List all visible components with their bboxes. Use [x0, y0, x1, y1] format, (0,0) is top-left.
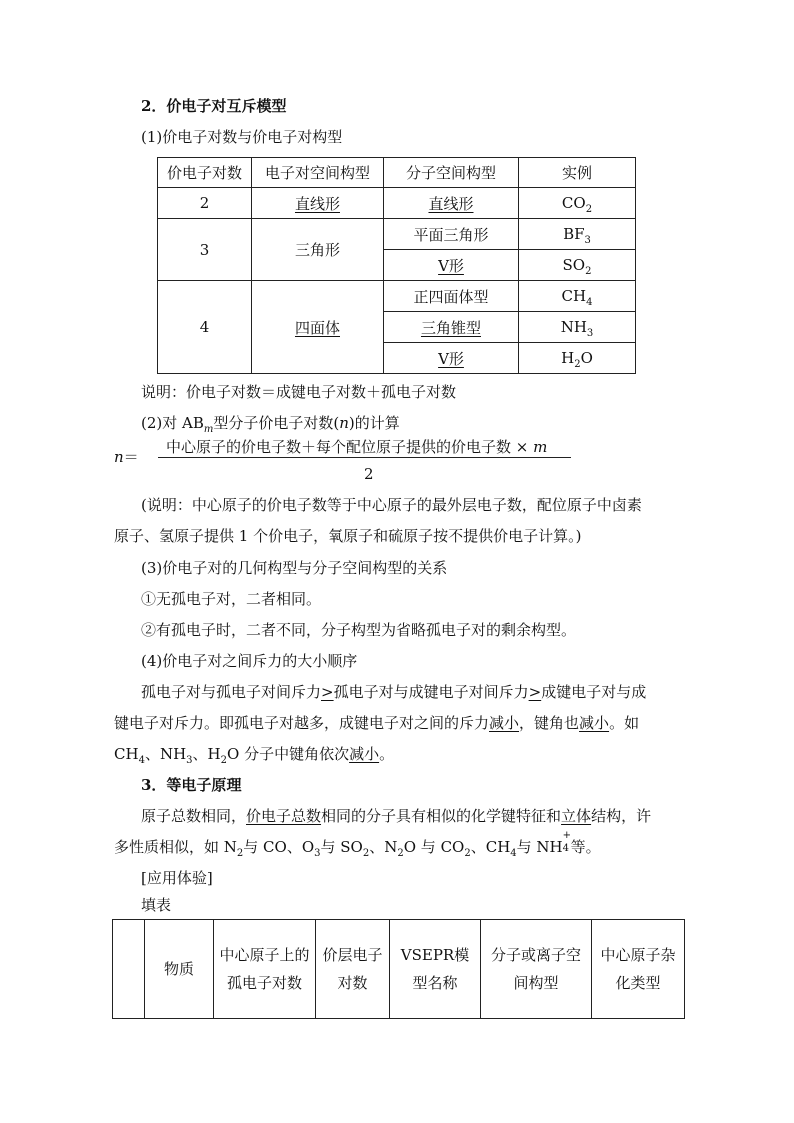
text-span: 与 NH: [516, 838, 563, 856]
formula-text: NH: [560, 318, 587, 336]
subsection-1-title: (1)价电子对数与价电子对构型: [141, 128, 343, 146]
formula-text: CO: [561, 194, 586, 212]
blank-answer: >: [528, 683, 542, 701]
text-span: 结构，许: [591, 807, 652, 825]
text-span: O 与 CO: [403, 838, 465, 856]
molecule-shape-text: V形: [438, 256, 464, 275]
table-header-cell: 价电子对数: [158, 158, 252, 188]
molecule-shape-text: 直线形: [428, 194, 474, 213]
formula-numerator: [166, 437, 547, 457]
example-cell: [519, 219, 636, 250]
text-span: 孤电子对与成键电子对间斥力: [333, 683, 529, 701]
text-span: 、N: [369, 838, 398, 856]
molecule-shape-cell: 正四面体型: [384, 281, 519, 312]
practice-table: [112, 919, 685, 1019]
formula-text: CH: [114, 745, 139, 763]
table-row: [158, 188, 636, 219]
formula-subscript: 2: [236, 848, 244, 859]
note-line-1: (说明：中心原子的价电子数等于中心原子的最外层电子数，配位原子中卤素: [141, 496, 642, 514]
text-span: (2)对 AB: [141, 414, 204, 432]
formula-subscript: 2: [220, 755, 227, 766]
formula-subscript: 3: [314, 848, 321, 859]
formula-text: 、H: [192, 745, 221, 763]
blank-answer: 立体: [561, 807, 592, 825]
text-span: 。如: [609, 714, 640, 732]
table-header-cell: 价层电子对数: [316, 920, 390, 1019]
example-cell: [519, 343, 636, 374]
practice-heading: [应用体验]: [141, 869, 213, 887]
formula-subscript: 3: [584, 235, 591, 246]
table-header-cell: 物质: [145, 920, 214, 1019]
molecule-shape-text: 三角锥型: [420, 318, 481, 337]
pair-shape-text: 四面体: [294, 318, 340, 337]
text-span: 型分子价电子对数(: [213, 414, 340, 432]
pair-count-cell: 3: [158, 219, 252, 281]
formula-subscript: 3: [586, 328, 594, 339]
note-pair-count: 说明：价电子对数＝成键电子对数＋孤电子对数: [141, 383, 457, 401]
text-span: 多性质相似，如 N: [114, 838, 237, 856]
text-span: O 分子中键角依次: [227, 745, 350, 763]
pair-shape-cell: 三角形: [252, 219, 384, 281]
formula-text: 、NH: [144, 745, 187, 763]
text-span: 与 CO、O: [243, 838, 315, 856]
formula-text: BF: [563, 225, 585, 243]
table-header-cell: 分子或离子空间构型: [481, 920, 592, 1019]
note-line-2: 原子、氢原子提供 1 个价电子，氧原子和硫原子按不提供价电子计算。): [114, 527, 582, 545]
table-header-row: [158, 158, 636, 188]
blank-answer: 减小: [489, 714, 520, 732]
table-header-cell: 中心原子杂化类型: [592, 920, 685, 1019]
var-m: m: [533, 438, 548, 456]
blank-answer: 减小: [349, 745, 380, 763]
fraction-bar: [158, 457, 571, 458]
example-cell: [519, 281, 636, 312]
table-header-row: [113, 920, 685, 1019]
table-header-cell: [113, 920, 145, 1019]
formula-subscript: 2: [362, 848, 370, 859]
var-n: n: [114, 448, 124, 466]
formula-subscript: 4: [510, 848, 517, 859]
formula-subscript: 2: [585, 204, 593, 215]
example-cell: [519, 250, 636, 281]
text-span: 键电子对斥力。即孤电子对越多，成键电子对之间的斥力: [114, 714, 490, 732]
text-span: 成键电子对与成: [541, 683, 647, 701]
text-span: 与 SO: [320, 838, 363, 856]
table-header-cell: 电子对空间构型: [252, 158, 384, 188]
table-row: [158, 281, 636, 312]
formula-lhs: [114, 447, 139, 467]
var-n: n: [339, 414, 349, 432]
pair-shape-text: 直线形: [294, 194, 340, 213]
formula-subscript: 4: [586, 297, 593, 308]
section-3-title: 3．等电子原理: [141, 776, 242, 794]
pair-shape-cell: [252, 188, 384, 219]
molecule-shape-cell: [384, 312, 519, 343]
table-header-cell: 中心原子上的孤电子对数: [214, 920, 316, 1019]
formula-text: CH: [561, 287, 587, 305]
text-span: 。: [379, 745, 395, 763]
formula-subscript: 2: [574, 359, 581, 370]
equals-sign: ＝: [123, 448, 139, 466]
formula-denominator: 2: [364, 465, 374, 483]
text-span: 、CH: [470, 838, 511, 856]
section-3-line-2: [114, 830, 601, 859]
pair-shape-cell: [252, 281, 384, 374]
formula-subscript: 4: [138, 755, 145, 766]
table-header-cell: 实例: [519, 158, 636, 188]
formula-superscript: +: [562, 830, 572, 841]
formula-subscript: 2: [464, 848, 471, 859]
molecule-shape-cell: [384, 343, 519, 374]
list-item-1: ①无孤电子对，二者相同。: [141, 590, 322, 608]
text-span: ，键角也: [519, 714, 580, 732]
blank-answer: 价电子总数: [246, 807, 322, 825]
formula-subscript: 4: [562, 843, 570, 854]
molecule-shape-cell: 平面三角形: [384, 219, 519, 250]
pair-count-cell: 2: [158, 188, 252, 219]
text-span: 相同的分子具有相似的化学键特征和: [321, 807, 562, 825]
molecule-shape-text: V形: [438, 349, 464, 368]
section-3-line-1: [141, 806, 651, 826]
section-2-title: 2．价电子对互斥模型: [141, 97, 287, 115]
ion-charge: [562, 830, 572, 854]
paragraph-line-2: [114, 713, 639, 733]
table-header-cell: VSEPR模型名称: [390, 920, 481, 1019]
electron-pair-table: [157, 157, 636, 374]
text-span: 原子总数相同，: [141, 807, 247, 825]
formula-subscript: 3: [186, 755, 193, 766]
paragraph-line-3: [114, 744, 394, 764]
blank-answer: 减小: [579, 714, 610, 732]
example-cell: [519, 312, 636, 343]
pair-count-cell: 4: [158, 281, 252, 374]
formula-text: H: [561, 349, 575, 367]
molecule-shape-cell: [384, 250, 519, 281]
var-m: m: [203, 424, 214, 435]
formula-subscript: 2: [585, 266, 592, 277]
formula-text: O: [580, 349, 593, 367]
text-span: )的计算: [348, 414, 400, 432]
table-row: [158, 219, 636, 250]
subsection-3-title: (3)价电子对的几何构型与分子空间构型的关系: [141, 559, 448, 577]
text-span: 孤电子对与孤电子对间斥力: [141, 683, 322, 701]
subsection-4-title: (4)价电子对之间斥力的大小顺序: [141, 652, 358, 670]
blank-answer: >: [321, 683, 334, 701]
example-cell: [519, 188, 636, 219]
formula-subscript: 2: [397, 848, 404, 859]
text-span: 等。: [570, 838, 601, 856]
formula-text: SO: [562, 256, 586, 274]
practice-task: 填表: [141, 896, 172, 914]
numerator-text: 中心原子的价电子数＋每个配位原子提供的价电子数 ×: [166, 438, 529, 456]
subsection-2-title: [141, 413, 400, 433]
list-item-2: ②有孤电子时，二者不同，分子构型为省略孤电子对的剩余构型。: [141, 621, 577, 639]
molecule-shape-cell: [384, 188, 519, 219]
table-header-cell: 分子空间构型: [384, 158, 519, 188]
paragraph-line-1: [141, 682, 646, 702]
